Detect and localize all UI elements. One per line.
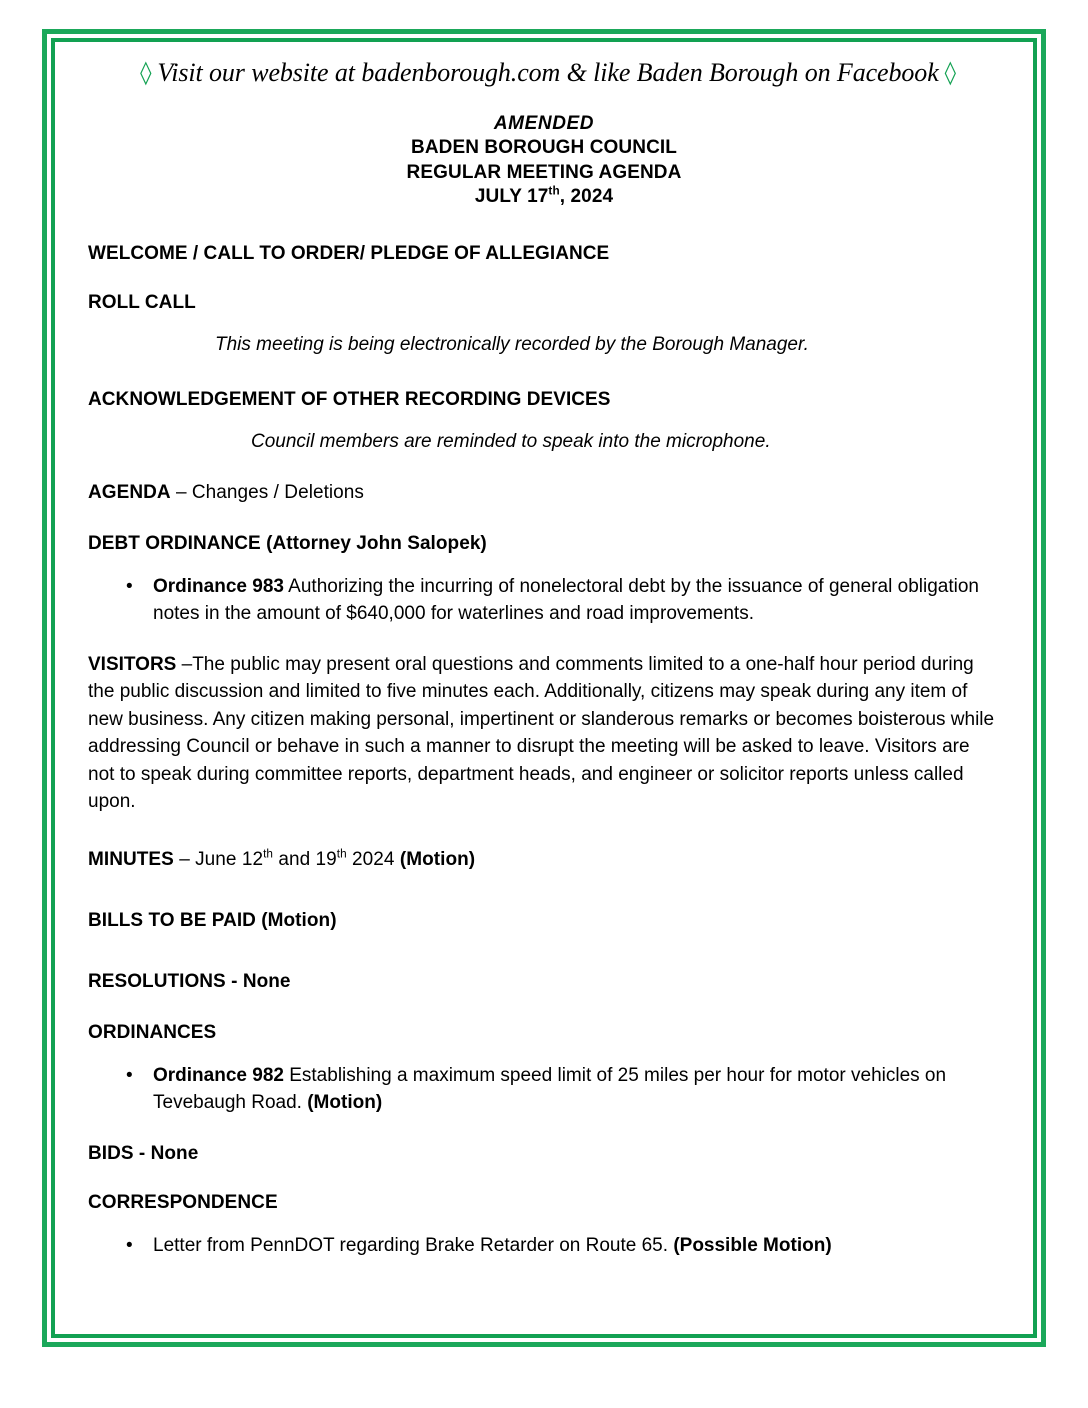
section-welcome: WELCOME / CALL TO ORDER/ PLEDGE OF ALLEGIANCE [88,242,610,264]
section-debt-ordinance: DEBT ORDINANCE (Attorney John Salopek) [88,532,487,554]
section-minutes [88,848,1000,871]
section-resolutions: RESOLUTIONS - None [88,970,291,992]
list-item [88,573,1000,627]
title-date [88,185,1000,210]
correspondence-letter-text: Letter from PennDOT regarding Brake Retarder on Route 65. [153,1234,674,1256]
title-date-ordinal: th [548,185,560,199]
bullet-dot-icon: • [126,575,133,597]
ordinance-983-label: Ordinance 983 [153,575,284,597]
section-visitors [88,651,1000,816]
section-correspondence: CORRESPONDENCE [88,1191,278,1213]
bullet-dot-icon: • [126,1064,133,1086]
title-council: BADEN BOROUGH COUNCIL [411,137,677,159]
ordinance-982-motion: (Motion) [307,1091,383,1113]
diamond-left-icon: ◊ [140,60,152,86]
section-visitors-text: –The public may present oral questions and comments limited to a one-half hour period during the public discussion and limited to five minutes each. Additionally, citizens may speak during any item of new business. Any citizen making personal, impertinent or slanderous remarks or becomes boisterous while addressing Council or behave in such a manner to disrupt the meeting will be asked to leave. Visitors are not to speak during committee reports, department heads, and engineer or solicitor reports unless called upon. [88,653,995,813]
title-date-prefix: JULY 17 [474,186,549,208]
section-visitors-label: VISITORS [88,653,177,675]
note-microphone: Council members are reminded to speak into the microphone. [251,430,771,452]
debt-ordinance-bullet-list [88,573,1000,627]
section-agenda-label: AGENDA [88,481,171,503]
agenda-title-block [88,112,1000,210]
section-minutes-label: MINUTES [88,848,174,870]
correspondence-bullet-list [88,1232,1000,1259]
bullet-dot-icon: • [126,1234,133,1256]
section-minutes-ordinal2: th [336,847,347,861]
section-acknowledgement: ACKNOWLEDGEMENT OF OTHER RECORDING DEVICES [88,388,611,410]
document-content [88,58,1000,1259]
section-ordinances: ORDINANCES [88,1021,217,1043]
website-header-text: Visit our website at badenborough.com & like Baden Borough on Facebook [157,58,939,87]
ordinances-bullet-list [88,1062,1000,1116]
section-minutes-date2: and 19 [273,848,337,870]
section-minutes-year: 2024 [346,848,400,870]
section-minutes-date1: – June 12 [173,848,264,870]
diamond-right-icon: ◊ [944,60,956,86]
ordinance-982-label: Ordinance 982 [153,1064,284,1086]
website-header-line [96,58,1000,88]
section-minutes-motion: (Motion) [399,848,476,870]
ordinance-982-text: Establishing a maximum speed limit of 25 miles per hour for motor vehicles on Tevebaugh Road. [153,1064,947,1113]
list-item [88,1062,1000,1116]
section-minutes-ordinal1: th [263,847,274,861]
note-electronically-recorded: This meeting is being electronically recorded by the Borough Manager. [215,333,809,355]
correspondence-letter-motion: (Possible Motion) [673,1234,832,1256]
title-date-suffix: , 2024 [559,186,614,208]
section-roll-call: ROLL CALL [88,291,196,313]
section-agenda [88,481,1000,504]
section-bills-to-be-paid: BILLS TO BE PAID (Motion) [88,909,337,931]
ordinance-983-text: Authorizing the incurring of nonelectoral debt by the issuance of general obligation notes in the amount of $640,000 for waterlines and road improvements. [153,575,979,624]
title-meeting-agenda: REGULAR MEETING AGENDA [406,161,682,183]
title-amended: AMENDED [493,112,595,134]
section-agenda-detail: – Changes / Deletions [170,481,364,503]
section-bids: BIDS - None [88,1142,199,1164]
list-item [88,1232,1000,1259]
